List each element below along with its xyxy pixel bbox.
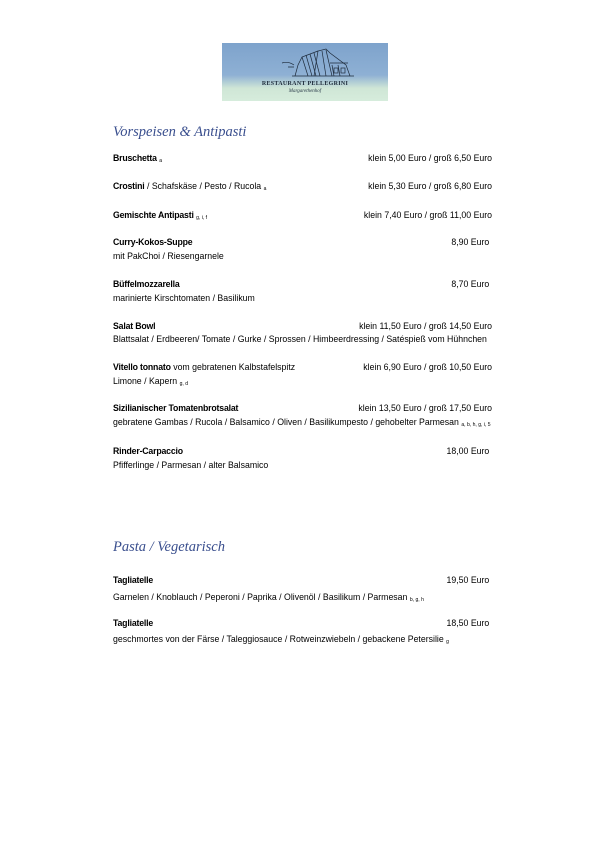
item-description bbox=[113, 592, 424, 605]
item-description: mit PakChoi / Riesengarnele bbox=[113, 251, 224, 262]
menu-item-tomatenbrotsalat bbox=[113, 403, 492, 415]
section-title-pasta: Pasta / Vegetarisch bbox=[113, 539, 225, 555]
item-extra: / Schafskäse / Pesto / Rucola bbox=[144, 181, 262, 192]
item-allergens: a bbox=[159, 158, 163, 164]
item-allergens: g bbox=[446, 639, 449, 645]
menu-item-salat-bowl bbox=[113, 321, 492, 333]
item-name: Crostini bbox=[113, 181, 145, 192]
item-price: 19,50 Euro bbox=[446, 575, 490, 586]
menu-item-gemischte-antipasti bbox=[113, 210, 492, 222]
item-allergens: a bbox=[263, 186, 267, 192]
item-description-text: geschmortes von der Färse / Taleggiosauce / Rotweinzwiebeln / gebackene Petersilie bbox=[113, 634, 444, 645]
item-price: 8,90 Euro bbox=[451, 237, 490, 248]
item-description-text: Limone / Kapern bbox=[113, 376, 178, 387]
item-description: marinierte Kirschtomaten / Basilikum bbox=[113, 293, 255, 304]
menu-item-curry-kokos-suppe bbox=[113, 237, 492, 249]
item-price: klein 5,30 Euro / groß 6,80 Euro bbox=[368, 181, 493, 192]
item-name: Büffelmozzarella bbox=[113, 279, 180, 290]
item-name: Sizilianischer Tomatenbrotsalat bbox=[113, 403, 239, 414]
item-price: 18,50 Euro bbox=[446, 618, 490, 629]
item-price: 18,00 Euro bbox=[446, 446, 490, 457]
item-allergens: g, i, f bbox=[196, 215, 208, 221]
menu-item-vitello-tonnato bbox=[113, 362, 492, 374]
menu-item-tagliatelle-faerse bbox=[113, 618, 492, 630]
logo-subtitle: Margarethenhof bbox=[288, 89, 322, 94]
menu-item-bruschetta bbox=[113, 153, 492, 165]
item-description: Blattsalat / Erdbeeren/ Tomate / Gurke / Sprossen / Himbeerdressing / Satéspieß vom Hühnchen bbox=[113, 334, 487, 345]
item-extra: vom gebratenen Kalbstafelspitz bbox=[170, 362, 296, 373]
item-description: Pfifferlinge / Parmesan / alter Balsamico bbox=[113, 460, 269, 471]
item-price: klein 11,50 Euro / groß 14,50 Euro bbox=[359, 321, 493, 332]
logo-name: RESTAURANT PELLEGRINI bbox=[261, 81, 349, 87]
menu-item-crostini bbox=[113, 181, 492, 193]
item-name: Curry-Kokos-Suppe bbox=[113, 237, 193, 248]
item-description-text: Garnelen / Knoblauch / Peperoni / Paprika / Olivenöl / Basilikum / Parmesan bbox=[113, 592, 408, 603]
item-name: Bruschetta bbox=[113, 153, 157, 164]
item-price: 8,70 Euro bbox=[451, 279, 490, 290]
menu-item-bueffelmozzarella bbox=[113, 279, 492, 291]
item-name: Tagliatelle bbox=[113, 618, 154, 629]
item-allergens: g, d bbox=[179, 381, 189, 387]
item-name: Rinder-Carpaccio bbox=[113, 446, 183, 457]
menu-item-tagliatelle-garnelen bbox=[113, 575, 492, 587]
restaurant-logo bbox=[222, 43, 388, 101]
item-description bbox=[113, 376, 188, 389]
item-description bbox=[113, 417, 491, 430]
item-name: Tagliatelle bbox=[113, 575, 154, 586]
item-name: Salat Bowl bbox=[113, 321, 156, 332]
item-description bbox=[113, 634, 449, 647]
item-price: klein 7,40 Euro / groß 11,00 Euro bbox=[363, 210, 493, 221]
section-title-vorspeisen: Vorspeisen & Antipasti bbox=[113, 124, 247, 140]
item-price: klein 5,00 Euro / groß 6,50 Euro bbox=[368, 153, 493, 164]
item-allergens: b, g, h bbox=[409, 597, 424, 603]
item-price: klein 13,50 Euro / groß 17,50 Euro bbox=[358, 403, 493, 414]
item-name: Vitello tonnato bbox=[113, 362, 171, 373]
item-name: Gemischte Antipasti bbox=[113, 210, 194, 221]
menu-item-rinder-carpaccio bbox=[113, 446, 492, 458]
item-description-text: gebratene Gambas / Rucola / Balsamico / Oliven / Basilikumpesto / gehobelter Parmesan bbox=[113, 417, 459, 428]
item-price: klein 6,90 Euro / groß 10,50 Euro bbox=[363, 362, 493, 373]
item-allergens: a, b, h, g, i, 5 bbox=[461, 422, 491, 428]
